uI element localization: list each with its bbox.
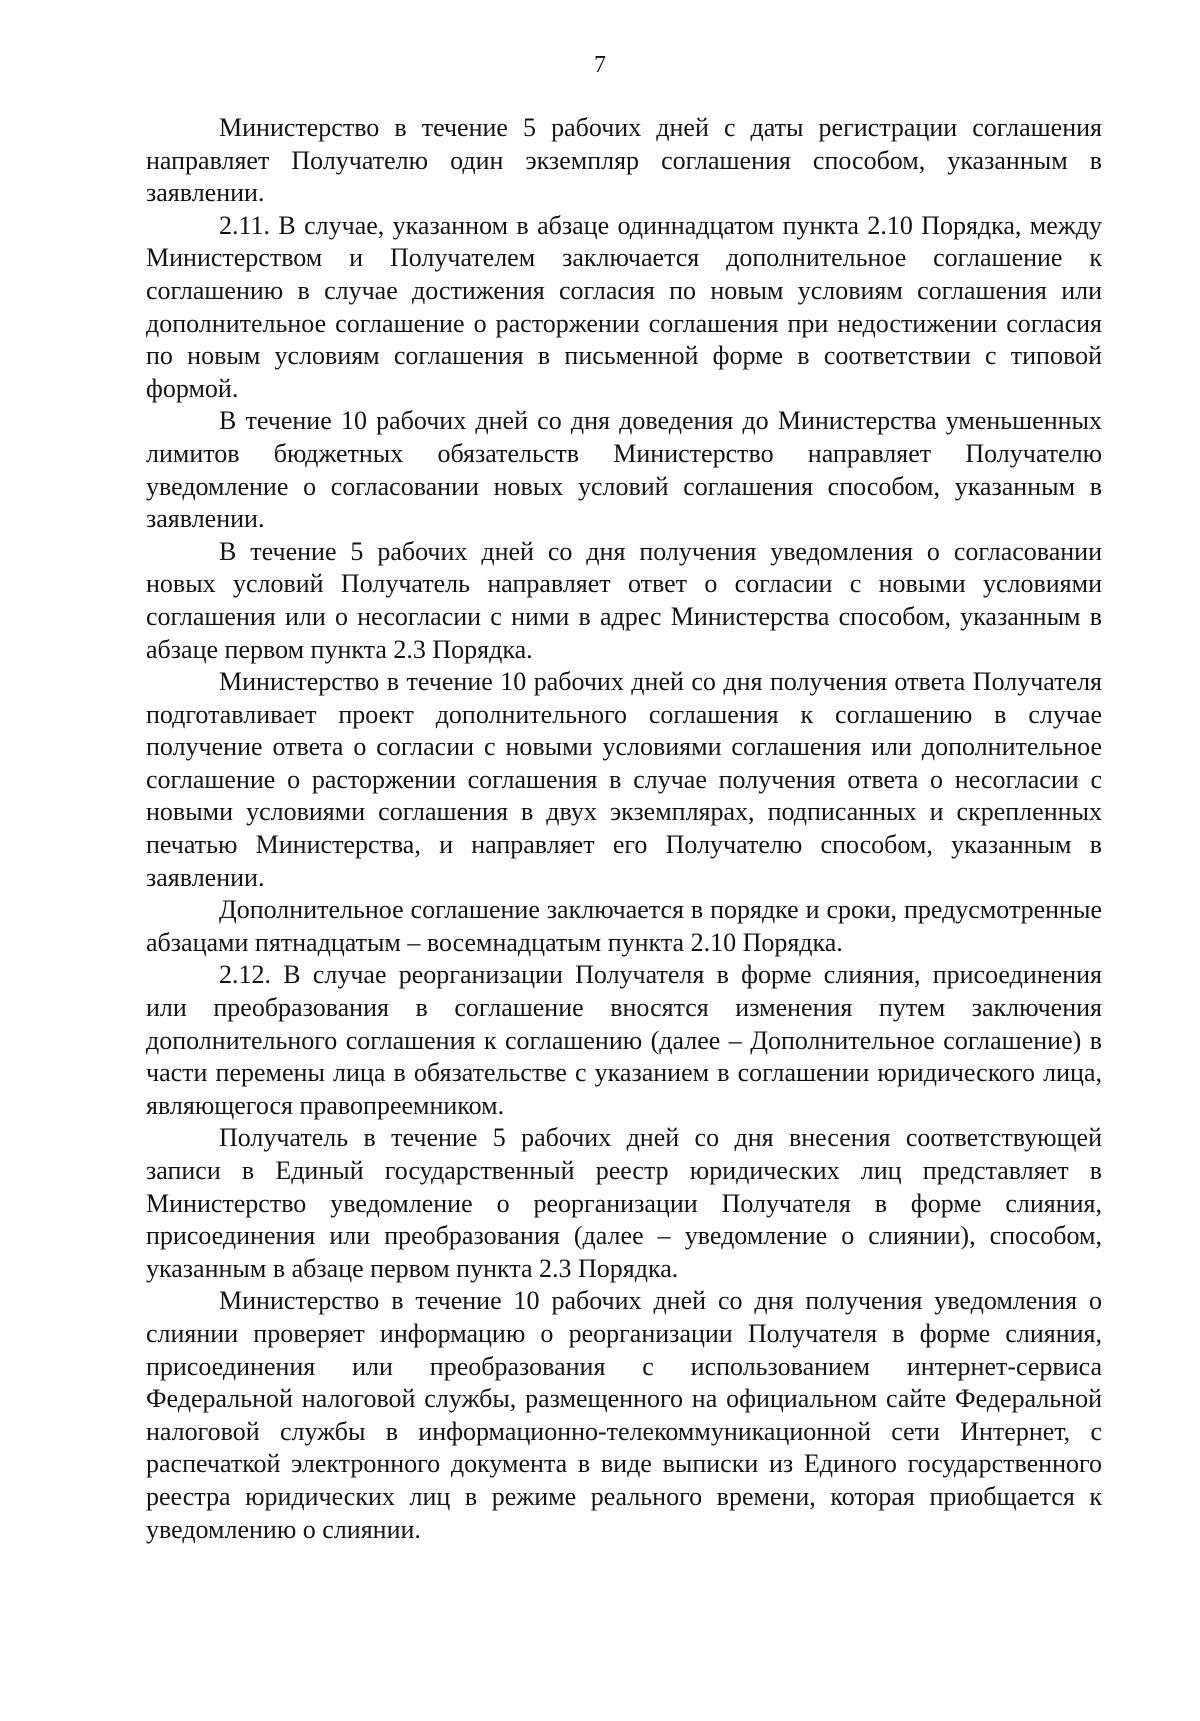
paragraph-7: 2.12. В случае реорганизации Получателя в форме слияния, присоединения или преобразования в соглашение вносятся изменения путем заключения дополнительного соглашения к соглашению (далее – Дополнительное соглашение) в части перемены лица в обязательстве с указанием в соглашении юридического лица, являющегося правопреемником. [146, 960, 1102, 1120]
paragraph-9: Министерство в течение 10 рабочих дней со дня получения уведомления о слиянии проверяет информацию о реорганизации Получателя в форме слияния, присоединения или преобразования с использованием интернет-сервиса Федеральной налоговой службы, размещенного на официальном сайте Федеральной налоговой службы в информационно-телекоммуникационной сети Интернет, с распечаткой электронного документа в виде выписки из Единого государственного реестра юридических лиц в режиме реального времени, которая приобщается к уведомлению о слиянии. [146, 1286, 1102, 1544]
paragraph-3: В течение 10 рабочих дней со дня доведения до Министерства уменьшенных лимитов бюджетных обязательств Министерство направляет Получателю уведомление о согласовании новых условий соглашения способом, указанным в заявлении. [146, 406, 1102, 534]
paragraph-6: Дополнительное соглашение заключается в порядке и сроки, предусмотренные абзацами пятнадцатым – восемнадцатым пункта 2.10 Порядка. [146, 895, 1102, 957]
paragraph-5: Министерство в течение 10 рабочих дней со дня получения ответа Получателя подготавливает проект дополнительного соглашения к соглашению в случае получение ответа о согласии с новыми условиями соглашения или дополнительное соглашение о расторжении соглашения в случае получения ответа о несогласии с новыми условиями соглашения в двух экземплярах, подписанных и скрепленных печатью Министерства, и направляет его Получателю способом, указанным в заявлении. [146, 667, 1102, 892]
paragraph-1: Министерство в течение 5 рабочих дней с даты регистрации соглашения направляет Получателю один экземпляр соглашения способом, указанным в заявлении. [146, 113, 1102, 208]
page-number: 7 [594, 52, 606, 78]
paragraph-4: В течение 5 рабочих дней со дня получения уведомления о согласовании новых условий Получатель направляет ответ о согласии с новыми условиями соглашения или о несогласии с ними в адрес Министерства способом, указанным в абзаце первом пункта 2.3 Порядка. [146, 536, 1102, 664]
paragraph-8: Получатель в течение 5 рабочих дней со дня внесения соответствующей записи в Единый государственный реестр юридических лиц представляет в Министерство уведомление о реорганизации Получателя в форме слияния, присоединения или преобразования (далее – уведомление о слиянии), способом, указанным в абзаце первом пункта 2.3 Порядка. [146, 1123, 1102, 1283]
document-body [146, 112, 1102, 1546]
paragraph-2: 2.11. В случае, указанном в абзаце одиннадцатом пункта 2.10 Порядка, между Министерством и Получателем заключается дополнительное соглашение к соглашению в случае достижения согласия по новым условиям соглашения или дополнительное соглашение о расторжении соглашения при недостижении согласия по новым условиям соглашения в письменной форме в соответствии с типовой формой. [146, 210, 1102, 403]
